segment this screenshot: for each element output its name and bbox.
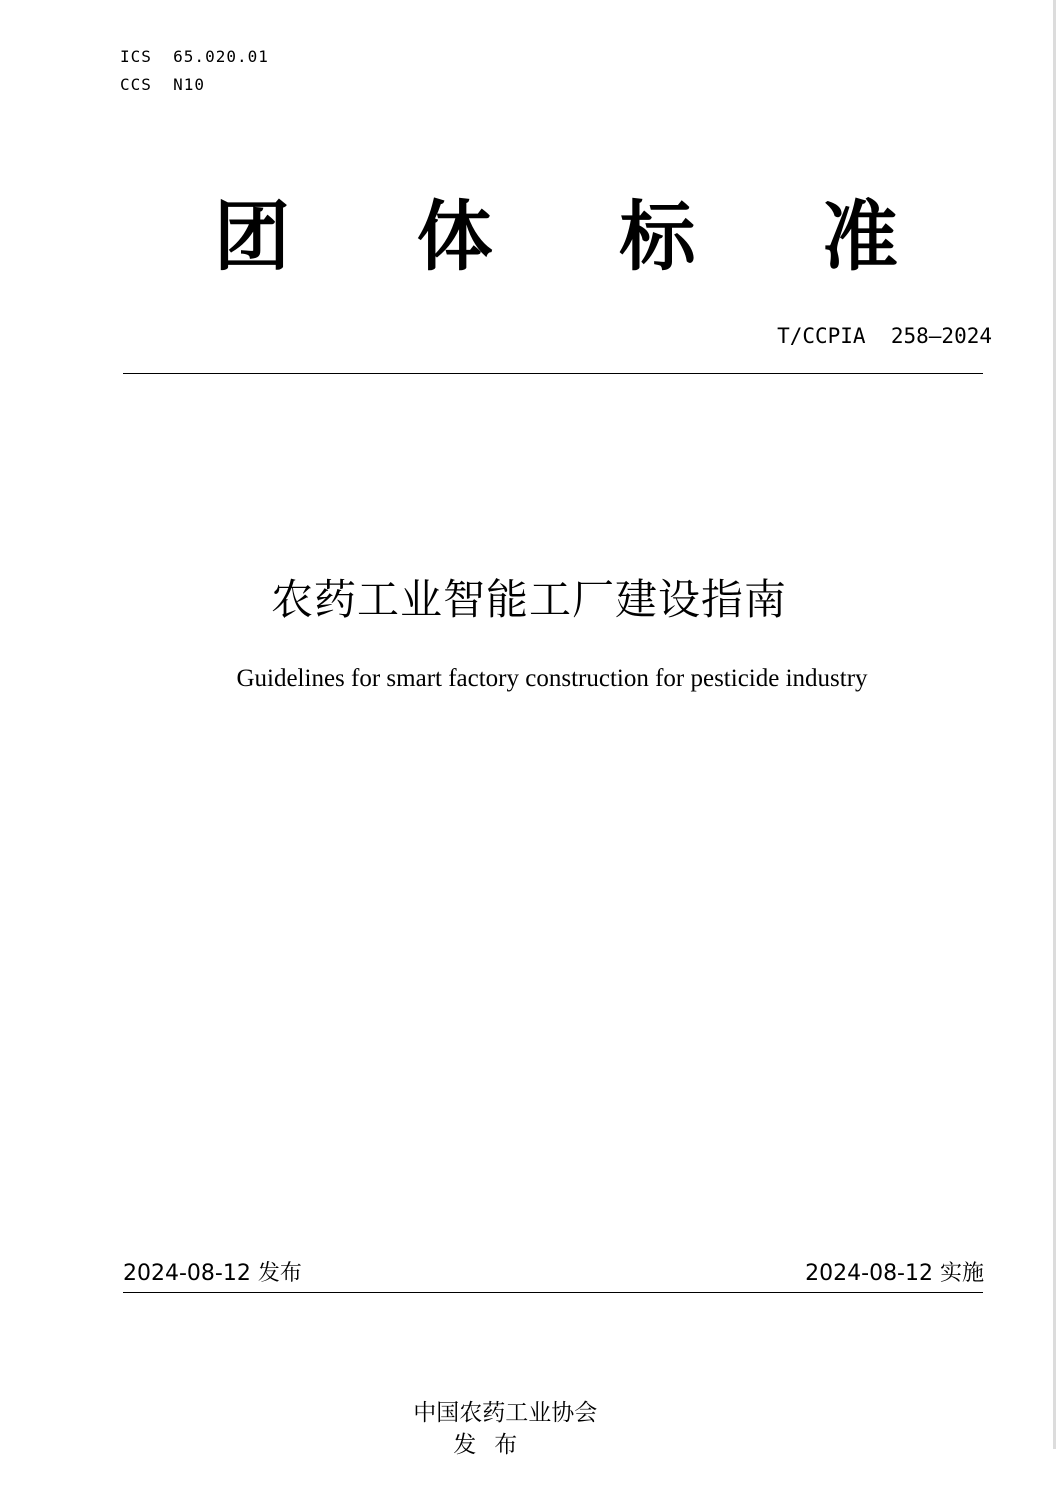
publisher-name: 中国农药工业协会 [413,1400,598,1426]
ccs-code: CCS N10 [120,75,206,94]
implementation-date: 2024-08-12 实施 [805,1261,984,1286]
title-chinese: 农药工业智能工厂建设指南 [270,575,787,624]
doc-type-char: 标 [619,192,696,281]
doc-type-char: 体 [416,192,493,281]
standard-number: T/CCPIA 258—2024 [777,324,992,348]
issue-date: 2024-08-12 发布 [123,1261,302,1286]
doc-type-char: 准 [821,192,898,281]
page-edge-shadow [1053,0,1056,1449]
publisher-line [384,1365,597,1493]
top-divider [123,373,983,374]
bottom-divider [123,1292,983,1293]
doc-type-char: 团 [214,192,290,281]
document-type-heading [188,192,924,282]
publish-label: 发布 [453,1432,536,1458]
ics-code: ICS 65.020.01 [120,47,269,66]
title-english: Guidelines for smart factory construction for pesticide industry [236,665,868,692]
